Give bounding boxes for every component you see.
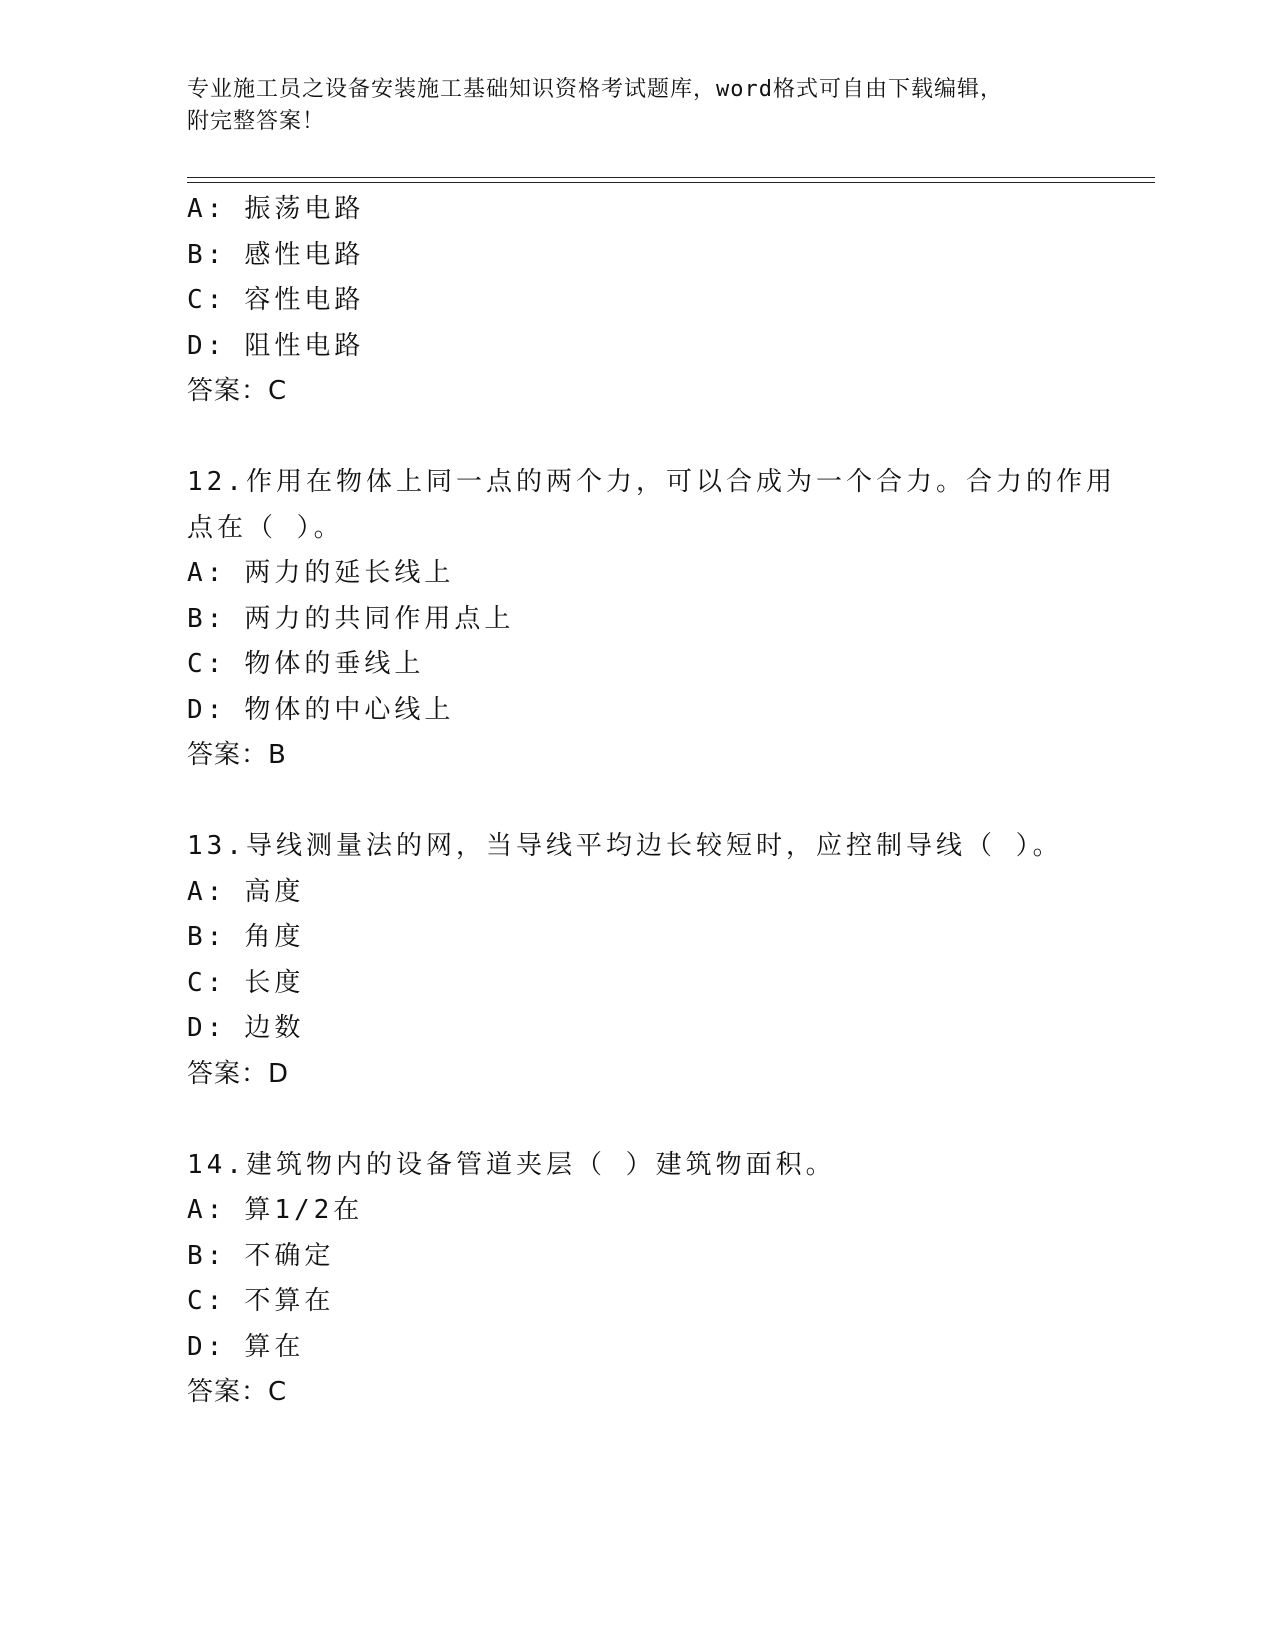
- option-letter: B:: [187, 603, 227, 634]
- option-text: 不算在: [244, 1286, 335, 1316]
- question-list: [187, 187, 1155, 1416]
- option-letter: A:: [187, 876, 227, 907]
- option-c: [187, 642, 1155, 688]
- option-text: 角度: [244, 922, 305, 952]
- option-letter: C:: [187, 649, 227, 679]
- option-text: 两力的共同作用点上: [244, 603, 515, 634]
- question-text-line-1: 12.作用在物体上同一点的两个力，可以合成为一个合力。合力的作用: [187, 467, 1116, 497]
- option-a: [187, 187, 1155, 233]
- question-text-line-1: 14.建筑物内的设备管道夹层（ ）建筑物面积。: [187, 1149, 836, 1180]
- option-text: 容性电路: [244, 285, 365, 315]
- option-a: [187, 870, 1155, 916]
- answer-line: 答案：C: [187, 1377, 288, 1407]
- header-title-line-2: 附完整答案！: [187, 109, 326, 134]
- question-13: [187, 824, 1155, 1097]
- option-letter: D:: [187, 1013, 227, 1043]
- option-letter: A:: [187, 1195, 227, 1225]
- option-text: 高度: [244, 876, 305, 907]
- page-header: [187, 74, 1087, 138]
- option-letter: B:: [187, 1240, 227, 1271]
- option-b: [187, 1234, 1155, 1280]
- option-text: 长度: [244, 967, 305, 998]
- option-d: [187, 1325, 1155, 1371]
- answer-line: 答案：D: [187, 1058, 290, 1089]
- answer-line: 答案：C: [187, 376, 288, 406]
- option-letter: C:: [187, 967, 227, 998]
- option-a: [187, 551, 1155, 597]
- option-b: [187, 597, 1155, 643]
- option-c: [187, 1279, 1155, 1325]
- option-d: [187, 688, 1155, 734]
- option-d: [187, 324, 1155, 370]
- option-text: 算在: [244, 1331, 305, 1362]
- question-14: [187, 1143, 1155, 1416]
- option-a: [187, 1188, 1155, 1234]
- option-letter: D:: [187, 330, 227, 361]
- option-b: [187, 915, 1155, 961]
- option-text: 边数: [244, 1013, 305, 1043]
- option-letter: D:: [187, 1331, 227, 1362]
- header-divider-top: [187, 177, 1155, 178]
- option-c: [187, 278, 1155, 324]
- question-12: [187, 460, 1155, 779]
- option-letter: B:: [187, 922, 227, 952]
- option-d: [187, 1006, 1155, 1052]
- header-title-line-1: 专业施工员之设备安装施工基础知识资格考试题库，word格式可自由下载编辑，: [187, 77, 1003, 102]
- option-text: 不确定: [244, 1240, 335, 1271]
- option-b: [187, 233, 1155, 279]
- answer-line: 答案：B: [187, 740, 287, 770]
- option-letter: C:: [187, 1286, 227, 1316]
- spacer: [187, 779, 1155, 825]
- option-letter: B:: [187, 239, 227, 270]
- option-letter: C:: [187, 285, 227, 315]
- option-text: 感性电路: [244, 239, 365, 270]
- option-c: [187, 961, 1155, 1007]
- option-letter: D:: [187, 694, 227, 725]
- option-text: 振荡电路: [244, 194, 365, 224]
- option-letter: A:: [187, 194, 227, 224]
- option-text: 阻性电路: [244, 330, 365, 361]
- option-text: 算1/2在: [244, 1195, 364, 1225]
- option-text: 物体的中心线上: [244, 694, 455, 725]
- question-text-line-2: 点在（ ）。: [187, 512, 344, 543]
- option-text: 两力的延长线上: [244, 558, 455, 588]
- question-11: [187, 187, 1155, 415]
- option-letter: A:: [187, 558, 227, 588]
- question-text-line-1: 13.导线测量法的网，当导线平均边长较短时，应控制导线（ ）。: [187, 831, 1063, 861]
- spacer: [187, 415, 1155, 461]
- option-text: 物体的垂线上: [244, 649, 425, 679]
- header-divider-bottom: [187, 182, 1155, 183]
- spacer: [187, 1097, 1155, 1143]
